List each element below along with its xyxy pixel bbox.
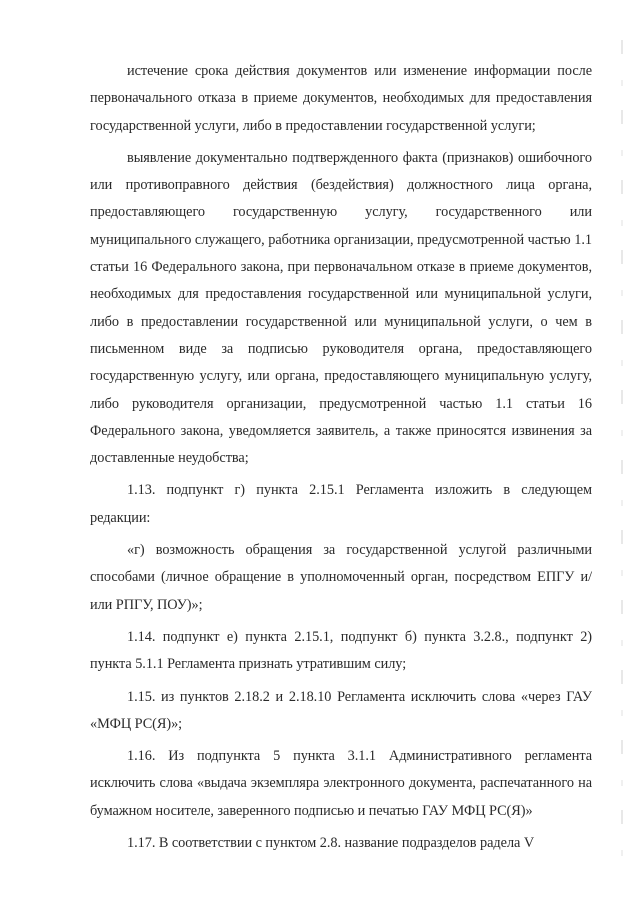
paragraph-3: 1.13. подпункт г) пункта 2.15.1 Регламента изложить в следующем редакции: [90, 482, 592, 526]
paragraph-7: 1.16. Из подпункта 5 пункта 3.1.1 Административного регламента исключить слова «выдача экземпляра электронного документа, распечатанного на бумажном носителе, заверенного подписью и печатью ГАУ МФЦ РС(Я)» [90, 748, 592, 819]
paragraph-2: выявление документально подтвержденного факта (признаков) ошибочного или противоправного действия (бездействия) должностного лица органа, предоставляющего государственную услугу, государственного или муниципального служащего, работника организации, предусмотренной частью 1.1 статьи 16 Федерального закона, при первоначальном отказе в приеме документов, необходимых для предоставления государственной или муниципальной услуги, либо в предоставлении государственной или муниципальной услуги, о чем в письменном виде за подписью руководителя органа, предоставляющего государственную услугу, или органа, предоставляющего муниципальную услугу, либо руководителя организации, предусмотренной частью 1.1 статьи 16 Федерального закона, уведомляется заявитель, а также приносятся извинения за доставленные неудобства; [90, 149, 592, 467]
paragraph-6: 1.15. из пунктов 2.18.2 и 2.18.10 Регламента исключить слова «через ГАУ «МФЦ РС(Я)»; [90, 688, 592, 732]
paragraph-8: 1.17. В соответствии с пунктом 2.8. название подразделов радела V [127, 835, 535, 852]
document-body [90, 58, 592, 857]
paragraph-4: «г) возможность обращения за государственной услугой различными способами (личное обращение в уполномоченный орган, посредством ЕПГУ и/или РПГУ, ПОУ)»; [90, 542, 592, 613]
paragraph-1: истечение срока действия документов или изменение информации после первоначального отказа в приеме документов, необходимых для предоставления государственной услуги, либо в предоставлении государственной услуги; [90, 63, 592, 134]
paragraph-5: 1.14. подпункт е) пункта 2.15.1, подпункт б) пункта 3.2.8., подпункт 2) пункта 5.1.1 Регламента признать утратившим силу; [90, 628, 592, 673]
scan-edge-artifact [621, 40, 623, 860]
